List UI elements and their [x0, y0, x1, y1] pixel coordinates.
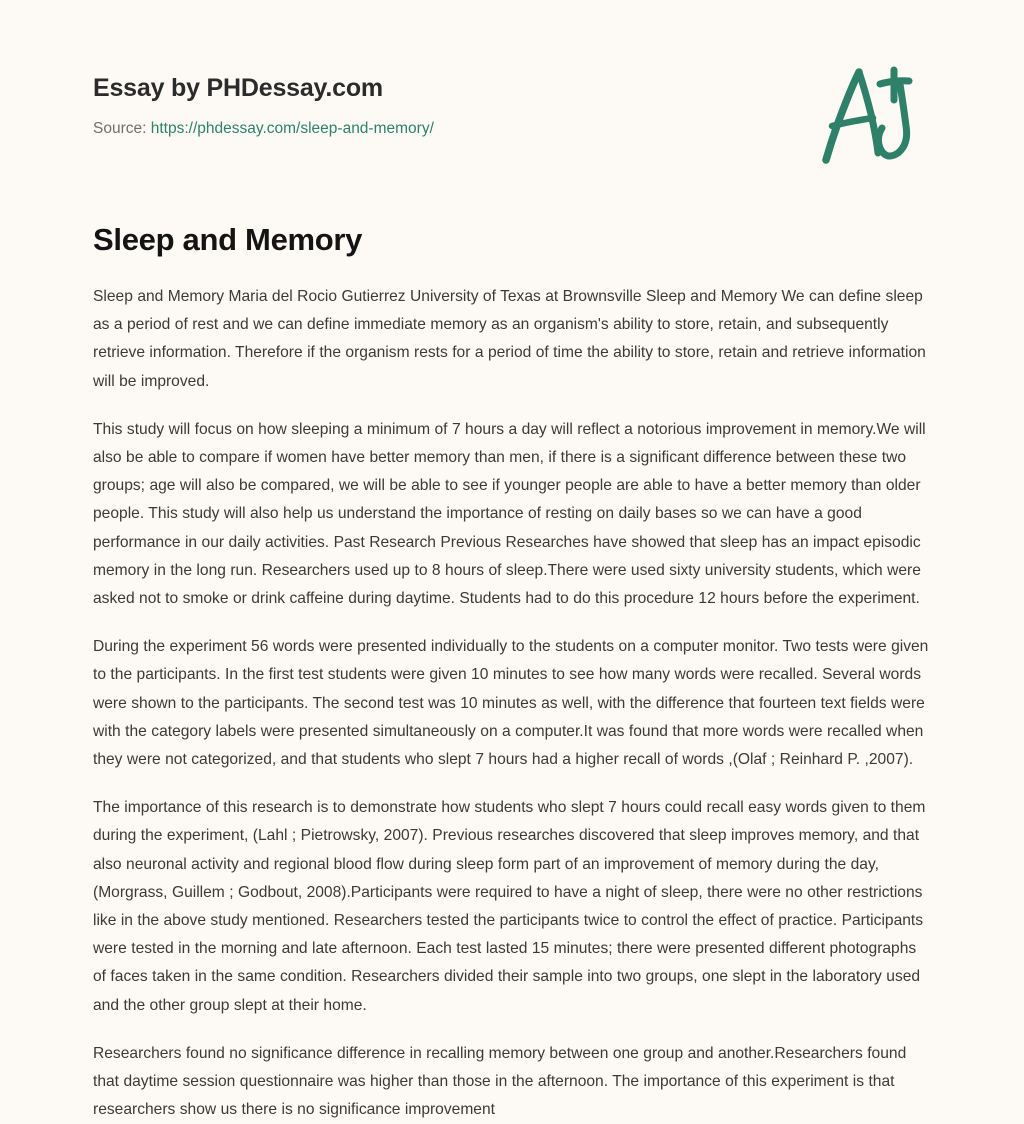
brand-title: Essay by PHDessay.com: [93, 74, 383, 102]
paragraph: Sleep and Memory Maria del Rocio Gutierrez University of Texas at Brownsville Sleep and Memory We can define sleep as a period of rest and we can define immediate memory as an organism's ability to store, retain, and subsequently retrieve information. Therefore if the organism rests for a period of time the ability to store, retain and retrieve information will be improved.: [93, 288, 926, 390]
source-url-link[interactable]: https://phdessay.com/sleep-and-memory/: [150, 120, 434, 137]
aplus-logo-icon: [812, 58, 932, 170]
page-header: [0, 0, 1024, 190]
page-title: Sleep and Memory: [93, 222, 363, 257]
paragraph: During the experiment 56 words were presented individually to the students on a computer monitor. Two tests were given to the participants. In the first test students were given 10 minutes to see how many words were recalled. Several words were shown to the participants. The second test was 10 minutes as well, with the difference that fourteen text fields were with the category labels were presented simultaneously on a computer.It was found that more words were recalled when they were not categorized, and that students who slept 7 hours had a higher recall of words ,(Olaf ; Reinhard P. ,2007).: [93, 638, 929, 769]
source-line: [93, 120, 434, 138]
source-label: Source:: [93, 120, 147, 137]
paragraph: Researchers found no significance difference in recalling memory between one group and another.Researchers found that daytime session questionnaire was higher than those in the afternoon. The importance of this experiment is that researchers show us there is no significance improvement: [93, 1044, 907, 1119]
essay-body: [93, 283, 931, 1124]
aplus-logo-glyph: [812, 58, 932, 170]
paragraph: This study will focus on how sleeping a minimum of 7 hours a day will reflect a notorious improvement in memory.We will also be able to compare if women have better memory than men, if there is a significant difference between these two groups; age will also be compared, we will be able to see if younger people are able to have a better memory than older people. This study will also help us understand the importance of resting on daily bases so we can have a good performance in our daily activities. Past Research Previous Researches have showed that sleep has an impact episodic memory in the long run. Researchers used up to 8 hours of sleep.There were used sixty university students, which were asked not to smoke or drink caffeine during daytime. Students had to do this procedure 12 hours before the experiment.: [93, 420, 926, 608]
paragraph: The importance of this research is to demonstrate how students who slept 7 hours could recall easy words given to them during the experiment, (Lahl ; Pietrowsky, 2007). Previous researches discovered that sleep improves memory, and that also neuronal activity and regional blood flow during sleep form part of an improvement of memory during the day, (Morgrass, Guillem ; Godbout, 2008).Participants were required to have a night of sleep, there were no other restrictions like in the above study mentioned. Researchers tested the participants twice to control the effect of practice. Participants were tested in the morning and late afternoon. Each test lasted 15 minutes; there were presented different photographs of faces taken in the same condition. Researchers divided their sample into two groups, one slept in the laboratory used and the other group slept at their home.: [93, 799, 926, 1014]
